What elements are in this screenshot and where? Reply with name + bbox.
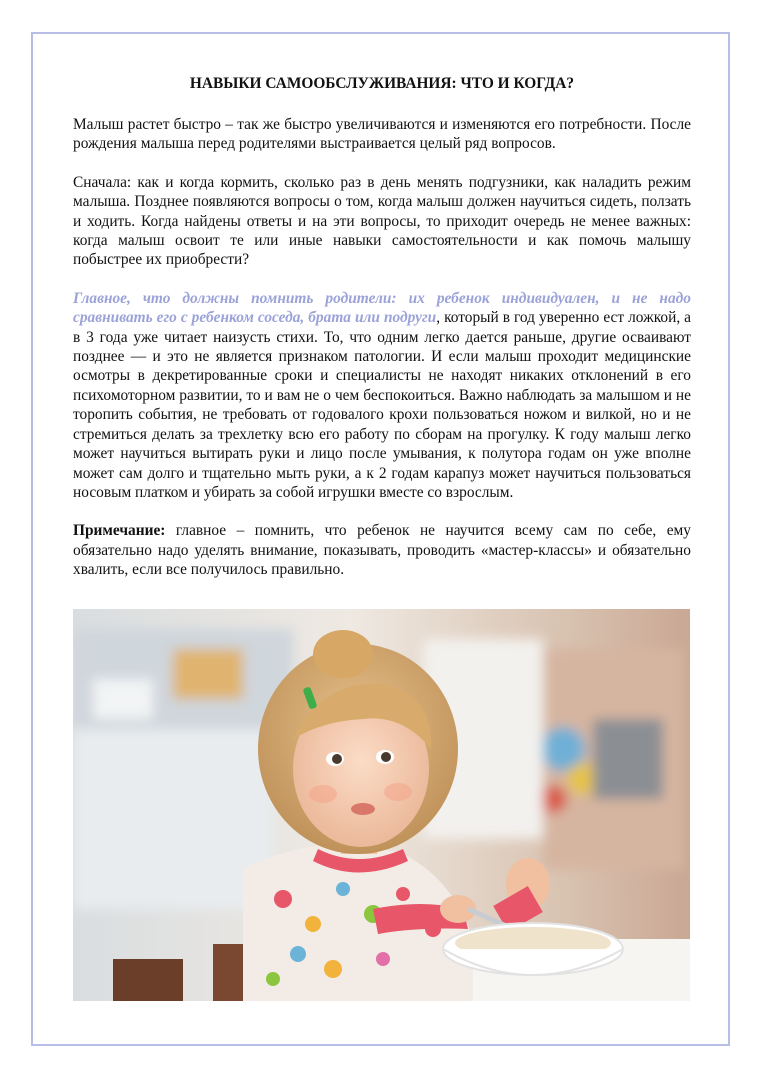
paragraph-note — [73, 521, 691, 579]
paragraph-questions: Сначала: как и когда кормить, сколько раз в день менять подгузники, как наладить режим малыша. Позднее появляются вопросы о том, когда малыш должен научиться сидеть, ползать и ходить. Когда найдены ответы и на эти вопросы, то приходит очередь не менее важных: когда малыш освоит те или иные навыки самостоятельности и как помочь малышу побыстрее их приобрести? — [73, 173, 691, 269]
photo-illustration — [73, 609, 690, 1001]
paragraph-intro: Малыш растет быстро – так же быстро увеличиваются и изменяются его потребности. После рождения малыша перед родителями выстраивается целый ряд вопросов. — [73, 116, 691, 153]
paragraph-main-text: , который в год уверенно ест ложкой, а в 3 года уже читает наизусть стихи. То, что одним легко дается раньше, другие осваивают позднее — и это не является признаком патологии. И если малыш проходит медицинские осмотры в декретированные сроки и специалисты не находят никаких отклонений в его психомоторном развитии, то и вам не о чем беспокоиться. Важно наблюдать за малышом и не торопить события, не требовать от годовалого крохи пользоваться ножом и вилкой, но и не стремиться делать за трехлетку всю его работу по сборам на прогулку. К году малыш легко может научиться вытирать руки и лицо после умывания, к полутора годам он уже вполне может сам долго и тщательно мыть руки, а к 2 годам карапуз может научиться пользоваться носовым платком и убирать за собой игрушки вместе со взрослым. — [73, 309, 692, 501]
note-label: Примечание: — [73, 522, 166, 540]
child-eating-photo — [73, 609, 690, 1001]
note-text: главное – помнить, что ребенок не научится всему сам по себе, ему обязательно надо уделять внимание, показывать, проводить «мастер-классы» и обязательно хвалить, если все получилось правильно. — [73, 522, 691, 579]
document-title: НАВЫКИ САМООБСЛУЖИВАНИЯ: ЧТО И КОГДА? — [189, 75, 575, 92]
emphasis-text: Главное, что должны помнить родители: их ребенок индивидуален, и не надо сравнивать его с ребенком соседа, брата или подруги — [73, 289, 691, 327]
paragraph-main — [73, 289, 691, 502]
document-body — [73, 74, 691, 599]
